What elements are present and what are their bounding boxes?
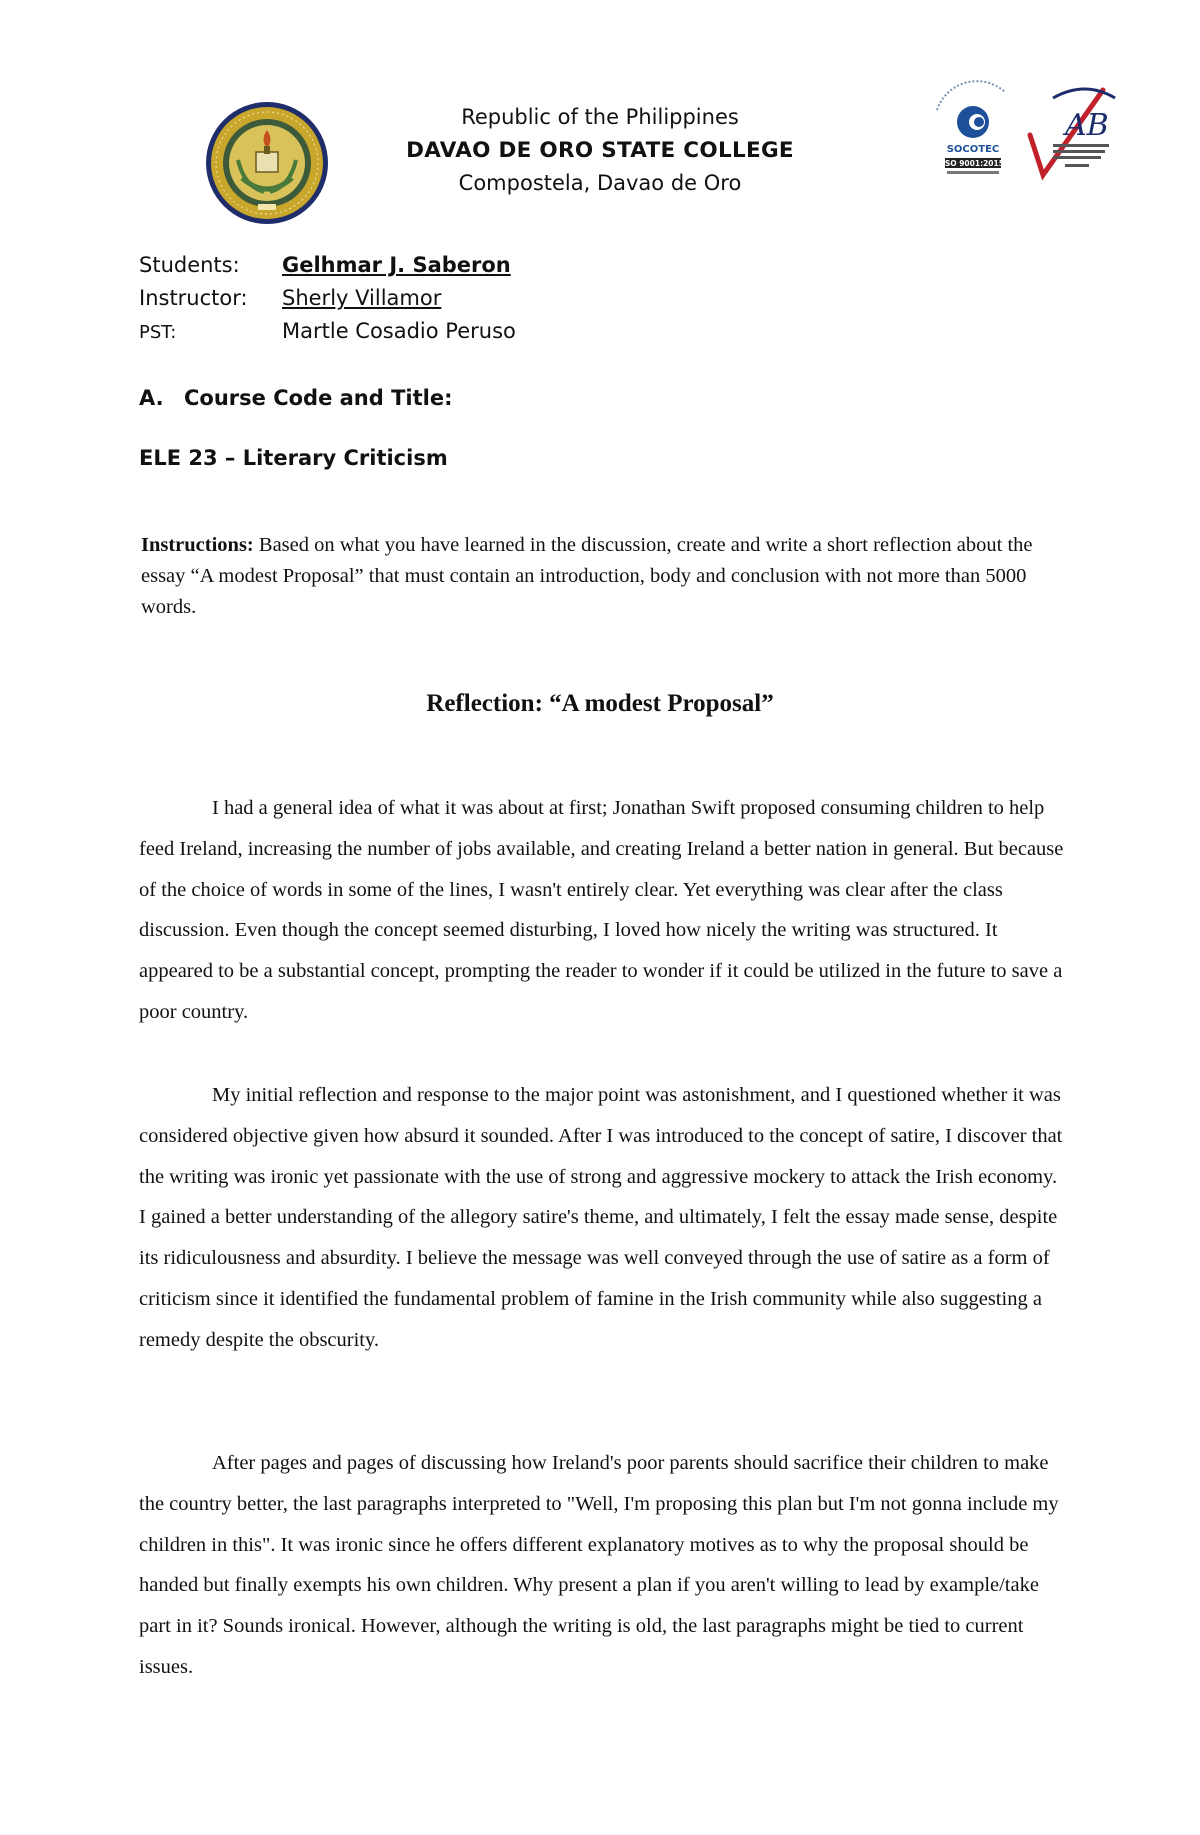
svg-text:SOCOTEC: SOCOTEC xyxy=(946,144,1000,155)
instructor-value: Sherly Villamor xyxy=(282,286,442,310)
paragraph-1: I had a general idea of what it was about at first; Jonathan Swift proposed consuming children to help feed Ireland, increasing the number of jobs available, and creating Ireland a better nation in general. But because of the choice of words in some of the lines, I wasn't entirely clear. Yet everything was clear after the class discussion. Even though the concept seemed disturbing, I loved how nicely the writing was structured. It appeared to be a substantial concept, prompting the reader to wonder if it could be utilized in the future to save a poor country. xyxy=(139,797,1064,1023)
instructions-text: Based on what you have learned in the discussion, create and write a short reflection about the essay “A modest Proposal” that must contain an introduction, body and conclusion with not more than 5000 words. xyxy=(141,534,1033,618)
svg-text:ISO 9001:2015: ISO 9001:2015 xyxy=(942,159,1004,168)
instructions xyxy=(141,530,1061,623)
instructor-label: Instructor: xyxy=(139,286,248,310)
students-row xyxy=(139,253,516,286)
course-heading-text: Course Code and Title: xyxy=(184,386,453,410)
course-heading xyxy=(139,386,453,410)
socotec-iso-logo-icon xyxy=(937,81,1005,174)
paragraph-3: After pages and pages of discussing how Ireland's poor parents should sacrifice their children to make the country better, the last paragraphs interpreted to "Well, I'm proposing this plan but I'm not gonna include my children in this". It was ironic since he offers different explanatory motives as to why the proposal should be handed but finally exempts his own children. Why present a plan if you aren't willing to lead by example/take part in it? Sounds ironical. However, although the writing is old, the last paragraphs might be tied to current issues. xyxy=(139,1452,1059,1678)
republic-line: Republic of the Philippines xyxy=(461,105,739,129)
pst-row xyxy=(139,319,516,352)
paragraph-2: My initial reflection and response to the major point was astonishment, and I questioned whether it was considered objective given how absurd it sounded. After I was introduced to the concept of satire, I discover that the writing was ironic yet passionate with the use of strong and aggressive mockery to attack the Irish economy. I gained a better understanding of the allegory satire's theme, and ultimately, I felt the essay made sense, despite its ridiculousness and absurdity. I believe the message was well conveyed through the use of satire as a form of criticism since it identified the fundamental problem of famine in the Irish community while also suggesting a remedy despite the obscurity. xyxy=(139,1084,1063,1351)
instructions-label: Instructions: xyxy=(141,534,254,556)
students-label: Students: xyxy=(139,253,240,277)
college-address: Compostela, Davao de Oro xyxy=(458,171,742,195)
pst-label: PST: xyxy=(139,322,177,343)
instructor-row xyxy=(139,286,516,319)
svg-text:AB: AB xyxy=(1065,108,1109,143)
college-name: DAVAO DE ORO STATE COLLEGE xyxy=(406,138,794,163)
section-letter: A. xyxy=(139,386,164,410)
course-title: ELE 23 – Literary Criticism xyxy=(139,446,448,470)
info-block xyxy=(139,253,516,352)
students-value: Gelhmar J. Saberon xyxy=(282,253,511,277)
reflection-title: Reflection: “A modest Proposal” xyxy=(426,690,774,717)
pst-value: Martle Cosadio Peruso xyxy=(282,319,516,343)
certification-logos xyxy=(935,80,1120,190)
accreditation-logo-icon xyxy=(1030,89,1115,175)
